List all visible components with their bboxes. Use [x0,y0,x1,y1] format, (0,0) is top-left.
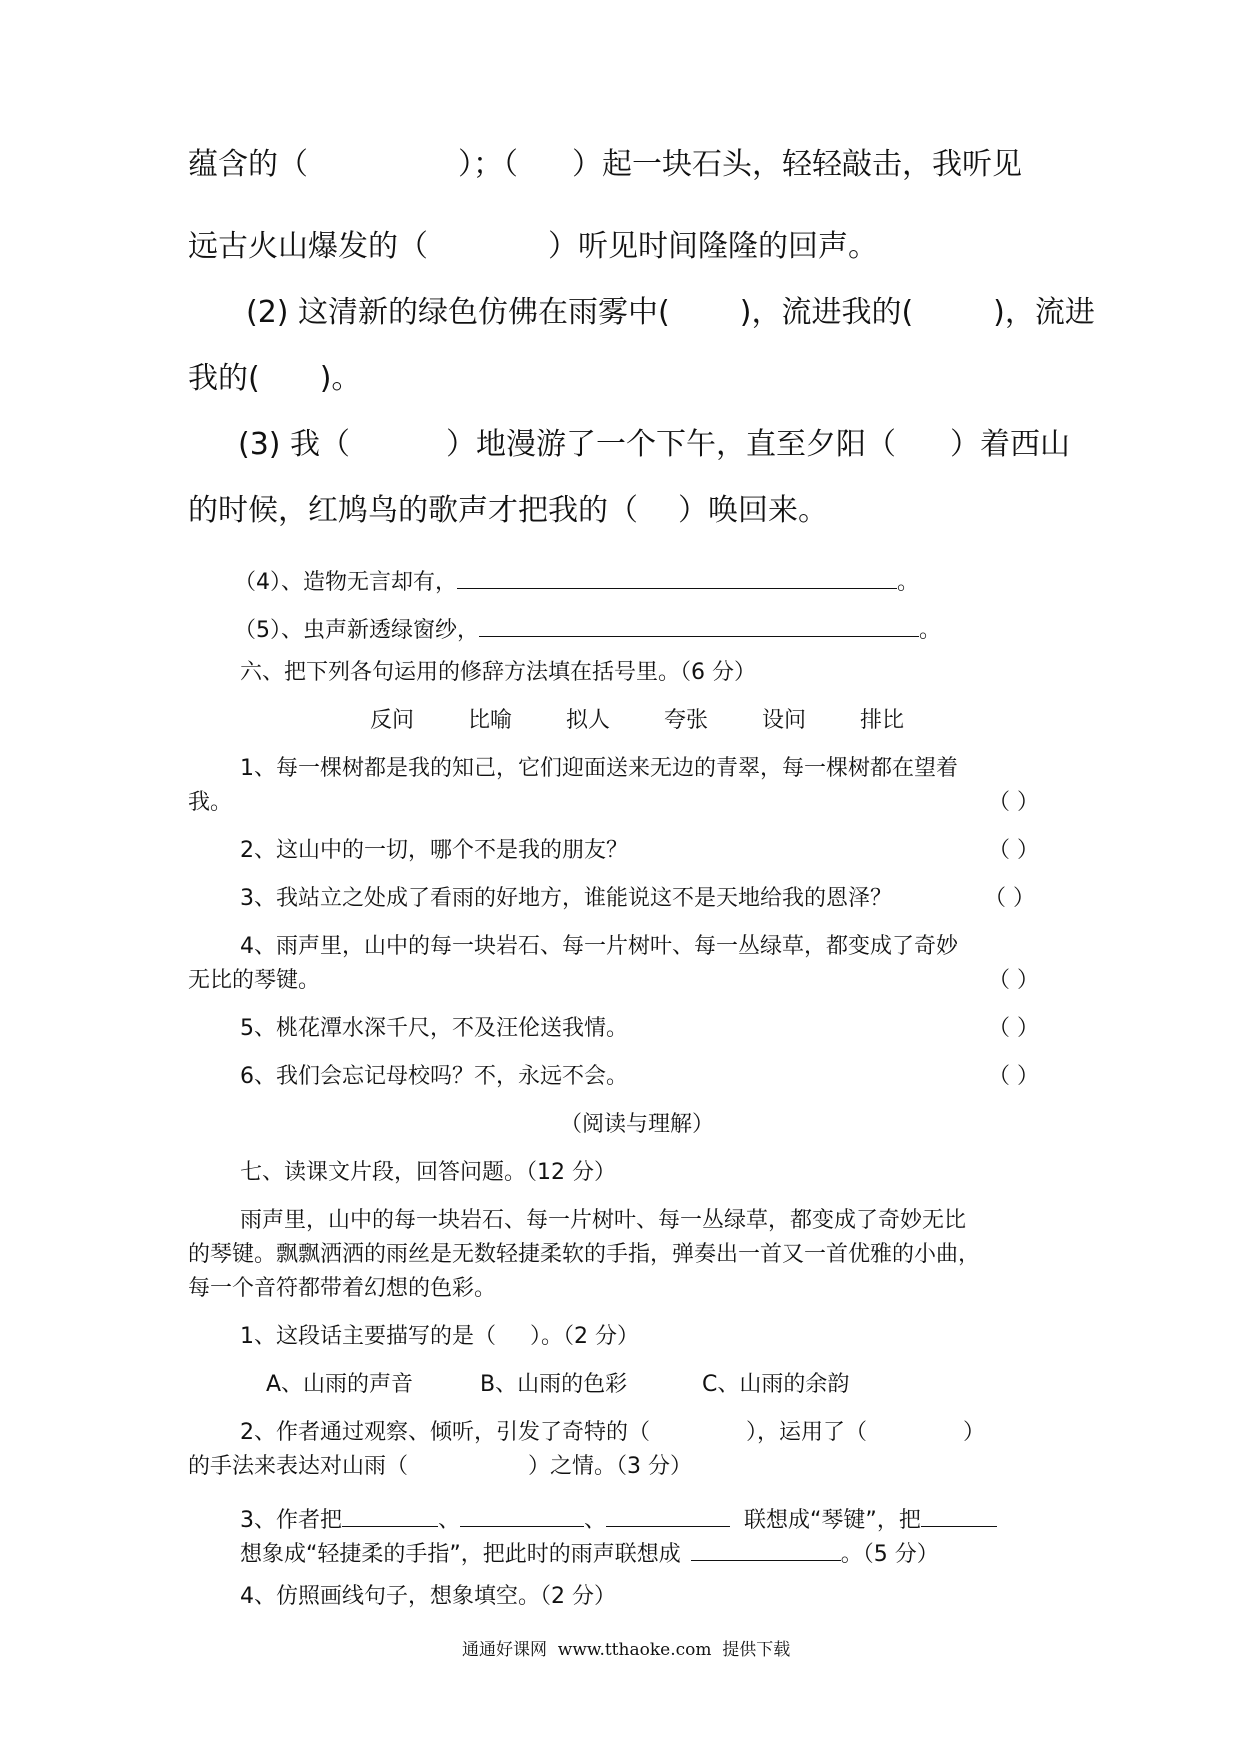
choice-c: C、山雨的余韵 [702,1372,850,1397]
passage-line-3: 每一个音符都带着幻想的色彩。 [188,1276,497,1301]
text: )，流进我的( [739,295,914,330]
section-6-heading: 六、把下列各句运用的修辞方法填在括号里。（6 分） [240,660,756,685]
fill-line-4 [188,361,362,396]
reading-heading: （阅读与理解） [560,1112,715,1137]
footer: 通通好课网 www.tthaoke.com 提供下载 [462,1640,791,1660]
question-7-3-cont [240,1538,939,1566]
option-niren: 拟人 [566,708,611,733]
answer-paren[interactable]: （ ） [984,886,1035,911]
text: 、 [438,1508,461,1533]
question-6-1-cont: 我。 [188,790,233,815]
option-paibi: 排比 [860,708,905,733]
passage-line-1: 雨声里，山中的每一块岩石、每一片树叶、每一丛绿草，都变成了奇妙无比 [240,1208,967,1233]
text: 联想成“琴键”，把 [744,1508,921,1533]
option-shewen: 设问 [762,708,807,733]
question-6-5: 5、桃花潭水深千尺，不及汪伦送我情。 [240,1016,628,1041]
question-7-2-cont [188,1456,692,1478]
poem-line-4 [234,566,919,594]
fill-line-2 [188,229,878,264]
text: （4）、造物无言却有， [234,570,457,595]
text: 。 [919,618,942,643]
text: ）着西山 [950,427,1071,462]
question-6-1: 1、每一棵树都是我的知己，它们迎面送来无边的青翠，每一棵树都在望着 [240,756,958,781]
text: 。（5 分） [840,1542,939,1567]
answer-paren[interactable]: （ ） [988,838,1039,863]
option-kuazhang: 夸张 [664,708,709,733]
text: 我的( [188,361,260,396]
text: ）唤回来。 [678,493,828,528]
question-7-2 [240,1422,985,1444]
answer-blank[interactable] [691,1538,841,1561]
answer-blank[interactable] [342,1504,438,1527]
answer-blank[interactable] [457,566,897,589]
text: ）之情。（3 分） [528,1454,693,1479]
text: 2、作者通过观察、倾听，引发了奇特的（ [240,1420,650,1445]
text: 远古火山爆发的（ [188,229,428,264]
answer-paren[interactable]: （ ） [988,968,1039,993]
text: 1、这段话主要描写的是（ [240,1324,496,1349]
fill-line-5 [238,427,1071,462]
text: 蕴含的（ [188,147,308,182]
answer-paren[interactable]: （ ） [988,1016,1039,1041]
text: ）起一块石头，轻轻敲击，我听见 [572,147,1022,182]
text: (2) 这清新的绿色仿佛在雨雾中( [246,295,670,330]
answer-paren[interactable]: （ ） [988,790,1039,815]
answer-blank[interactable] [921,1504,997,1527]
question-7-4: 4、仿照画线句子，想象填空。（2 分） [240,1584,616,1609]
text: )。 [319,361,362,396]
answer-paren[interactable]: （ ） [988,1064,1039,1089]
option-fanwen: 反问 [370,708,415,733]
text: 的时候，红鸠鸟的歌声才把我的（ [188,493,638,528]
text: 想象成“轻捷柔的手指”，把此时的雨声联想成 [240,1542,681,1567]
fill-line-1 [188,147,1022,182]
question-6-6: 6、我们会忘记母校吗？不，永远不会。 [240,1064,628,1089]
choice-b: B、山雨的色彩 [480,1372,628,1397]
option-biyu: 比喻 [468,708,513,733]
text: ），运用了（ [746,1420,868,1445]
text: （5）、虫声新透绿窗纱， [234,618,479,643]
text: 。 [897,570,920,595]
question-7-3 [240,1504,997,1532]
choice-a: A、山雨的声音 [266,1372,414,1397]
fill-line-3 [246,295,1095,330]
answer-blank[interactable] [606,1504,730,1527]
answer-blank[interactable] [479,614,919,637]
question-6-4: 4、雨声里，山中的每一块岩石、每一片树叶、每一丛绿草，都变成了奇妙 [240,934,958,959]
text: 、 [584,1508,607,1533]
question-7-1 [240,1326,639,1348]
text: ）地漫游了一个下午，直至夕阳（ [446,427,897,462]
text: )，流进 [993,295,1095,330]
text: ）听见时间隆隆的回声。 [548,229,878,264]
section-7-heading: 七、读课文片段，回答问题。（12 分） [240,1160,616,1185]
answer-blank[interactable] [460,1504,584,1527]
text: ）；（ [458,147,518,182]
passage-line-2: 的琴键。飘飘洒洒的雨丝是无数轻捷柔软的手指，弹奏出一首又一首优雅的小曲， [188,1242,981,1267]
text: 的手法来表达对山雨（ [188,1454,409,1479]
text: ） [963,1420,986,1445]
question-6-2: 2、这山中的一切，哪个不是我的朋友？ [240,838,628,863]
text: (3) 我（ [238,427,351,462]
text: ）。（2 分） [530,1324,639,1349]
poem-line-5 [234,614,941,642]
fill-line-6 [188,493,828,528]
question-6-3: 3、我站立之处成了看雨的好地方，谁能说这不是天地给我的恩泽？ [240,886,892,911]
text: 3、作者把 [240,1508,342,1533]
question-6-4-cont: 无比的琴键。 [188,968,321,993]
